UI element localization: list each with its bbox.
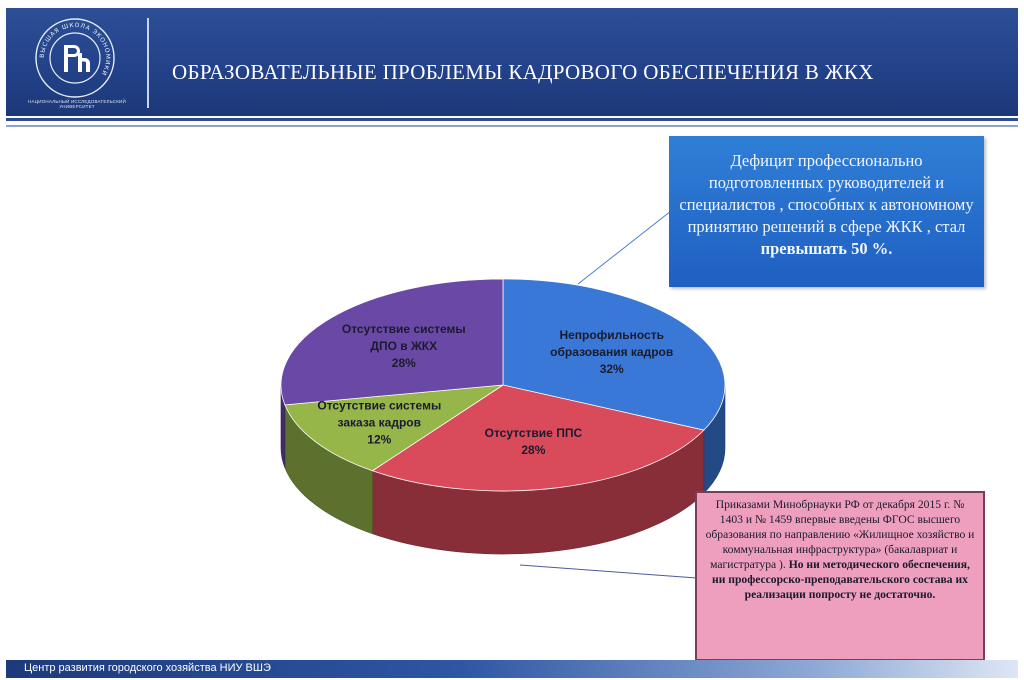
pie-pct-0: 32% (599, 362, 624, 377)
callout-orders-text (703, 497, 977, 602)
page-title: ОБРАЗОВАТЕЛЬНЫЕ ПРОБЛЕМЫ КАДРОВОГО ОБЕСПЕЧЕНИЯ В ЖКХ (172, 60, 874, 84)
callout-deficit-text (679, 150, 974, 260)
callout-deficit-body: Дефицит профессионально подготовленных руководителей и специалистов , способных к автономному принятию решений в сфере ЖКК , стал (679, 151, 974, 236)
pie-label-line-2: заказа кадров (337, 415, 422, 430)
pie-label-line-0: Непрофильность (559, 328, 664, 343)
footer-bar (6, 660, 1018, 678)
callout-orders-body: Приказами Минобрнауки РФ от декабря 2015 г. № 1403 и № 1459 впервые введены ФГОС высшего образования по направлению «Жилищное хозяйство и коммунальная инфраструктура» (бакалавриат и магистратура ). (705, 498, 975, 571)
pie-label-line-3: Отсутствие системы (341, 321, 466, 336)
callout-orders-bold: Но ни методического обеспечения, ни профессорско-преподавательского состава их реализации попросту не достаточно. (712, 558, 970, 601)
pie-label-line-3: ДПО в ЖКХ (370, 338, 438, 353)
pie-label-line-2: Отсутствие системы (317, 398, 442, 413)
pie-pct-3: 28% (391, 355, 416, 370)
pie-label-line-0: образования кадров (550, 345, 674, 360)
pie-pct-1: 28% (521, 442, 546, 457)
connector-bottom (520, 565, 697, 578)
callout-orders (695, 491, 985, 661)
footer-text: Центр развития городского хозяйства НИУ ВШЭ (24, 662, 271, 674)
pie-label-line-1: Отсутствие ППС (484, 425, 583, 440)
callout-deficit-bold: превышать 50 %. (760, 239, 893, 258)
logo-ring-text: ВЫСШАЯ ШКОЛА ЭКОНОМИКИ (38, 21, 112, 77)
logo-caption: НАЦИОНАЛЬНЫЙ ИССЛЕДОВАТЕЛЬСКИЙ УНИВЕРСИТЕТ (28, 99, 126, 109)
pie-pct-2: 12% (367, 432, 392, 447)
callout-deficit (669, 136, 984, 287)
connector-top (578, 211, 671, 284)
